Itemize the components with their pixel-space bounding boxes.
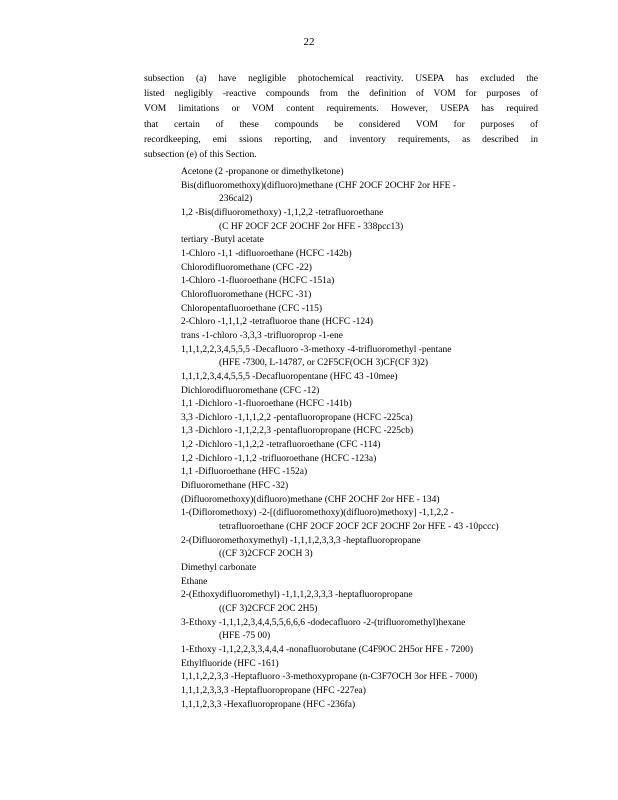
compound-entry: 1,1,1,2,2,3,4,5,5,5 -Decafluoro -3-methoxy -4-trifluoromethyl -pentane (181, 344, 452, 355)
compound-continuation: ((CF 3)2CFCF 2OCH 3) (219, 549, 313, 560)
compound-entry: 1-Chloro -1-fluoroethane (HCFC -151a) (181, 276, 335, 287)
compound-entry: (Difluoromethoxy)(difluoro)methane (CHF 2OCHF 2or HFE - 134) (181, 494, 440, 505)
compound-list (181, 166, 561, 712)
compound-entry: 1-Chloro -1,1 -difluoroethane (HCFC -142b) (181, 248, 352, 259)
intro-line: subsection (e) of this Section. (144, 150, 257, 161)
intro-line: subsection (a) have negligible photochemical reactivity. USEPA has excluded the (144, 74, 538, 84)
compound-entry: 2-Chloro -1,1,1,2 -tetrafluoroe thane (HCFC -124) (181, 317, 374, 328)
compound-entry: 1,1,1,2,3,3,3 -Heptafluoropropane (HFC -227ea) (181, 685, 366, 696)
compound-entry: 1-(Difloromethoxy) -2-[(difluoromethoxy)(difluoro)methoxy] -1,1,2,2 - (181, 508, 454, 519)
compound-entry: 1,3 -Dichloro -1,1,2,2,3 -pentafluoropropane (HCFC -225cb) (181, 426, 414, 437)
intro-line: listed negligibly -reactive compounds from the definition of VOM for purposes of (144, 89, 538, 100)
compound-entry: Bis(difluoromethoxy)(difluoro)methane (CHF 2OCF 2OCHF 2or HFE - (181, 180, 456, 191)
intro-line: that certain of these compounds be considered VOM for purposes of (144, 119, 538, 130)
compound-entry: Chlorofluoromethane (HCFC -31) (181, 289, 312, 300)
intro-line: recordkeeping, emi ssions reporting, and inventory requirements, as described in (144, 134, 538, 145)
compound-entry: 3-Ethoxy -1,1,1,2,3,4,4,5,5,6,6,6 -dodecafluoro -2-(trifluoromethyl)hexane (181, 617, 466, 628)
compound-entry: trans -1-chloro -3,3,3 -trifluoroprop -1-ene (181, 330, 343, 341)
compound-entry: Ethane (181, 576, 208, 587)
compound-entry: 1,1 -Difluoroethane (HFC -152a) (181, 467, 308, 478)
compound-continuation: (HFE -7300, L-14787, or C2F5CF(OCH 3)CF(CF 3)2) (219, 358, 429, 369)
compound-entry: 3,3 -Dichloro -1,1,1,2,2 -pentafluoropropane (HCFC -225ca) (181, 412, 413, 423)
compound-entry: tertiary -Butyl acetate (181, 235, 264, 246)
compound-entry: 2-(Difluoromethoxymethyl) -1,1,1,2,3,3,3 -heptafluoropropane (181, 535, 421, 546)
intro-line: VOM limitations or VOM content requirements. However, USEPA has required (144, 104, 538, 115)
compound-entry: Acetone (2 -propanone or dimethylketone) (181, 167, 344, 177)
compound-entry: Dichlorodifluoromethane (CFC -12) (181, 385, 320, 396)
compound-entry: Difluoromethane (HFC -32) (181, 481, 289, 492)
compound-entry: 1,1,1,2,3,3 -Hexafluoropropane (HFC -236fa) (181, 699, 356, 710)
compound-entry: 1,1 -Dichloro -1-fluoroethane (HCFC -141b) (181, 399, 352, 410)
compound-entry: Chlorodifluoromethane (CFC -22) (181, 262, 312, 273)
compound-entry: 1,1,1,2,2,3,3 -Heptafluoro -3-methoxypropane (n-C3F7OCH 3or HFE - 7000) (181, 672, 478, 683)
compound-entry: 1,2 -Bis(difluoromethoxy) -1,1,2,2 -tetrafluoroethane (181, 207, 384, 218)
compound-continuation: (C HF 2OCF 2CF 2OCHF 2or HFE - 338pcc13) (219, 221, 404, 232)
compound-entry: 1,2 -Dichloro -1,1,2 -trifluoroethane (HCFC -123a) (181, 453, 377, 464)
compound-entry: 1,1,1,2,3,4,4,5,5,5 -Decafluoropentane (HFC 43 -10mee) (181, 371, 398, 382)
compound-entry: Ethylfluoride (HFC -161) (181, 658, 279, 669)
compound-entry: Chloropentafluoroethane (CFC -115) (181, 303, 323, 314)
compound-continuation: (HFE -75 00) (219, 631, 271, 642)
compound-entry: Dimethyl carbonate (181, 563, 257, 574)
compound-entry: 1,2 -Dichloro -1,1,2,2 -tetrafluoroethane (CFC -114) (181, 440, 381, 451)
compound-continuation: tetrafluoroethane (CHF 2OCF 2OCF 2CF 2OCHF 2or HFE - 43 -10pccc) (219, 522, 499, 533)
compound-continuation: ((CF 3)2CFCF 2OC 2H5) (219, 604, 318, 614)
intro-paragraph (144, 72, 538, 163)
compound-entry: 2-(Ethoxydifluoromethyl) -1,1,1,2,3,3,3 -heptafluoropropane (181, 590, 413, 601)
compound-continuation: 236cal2) (219, 194, 253, 205)
page-number: 22 (303, 36, 315, 48)
compound-entry: 1-Ethoxy -1,1,2,2,3,3,4,4,4 -nonafluorobutane (C4F9OC 2H5or HFE - 7200) (181, 644, 474, 655)
